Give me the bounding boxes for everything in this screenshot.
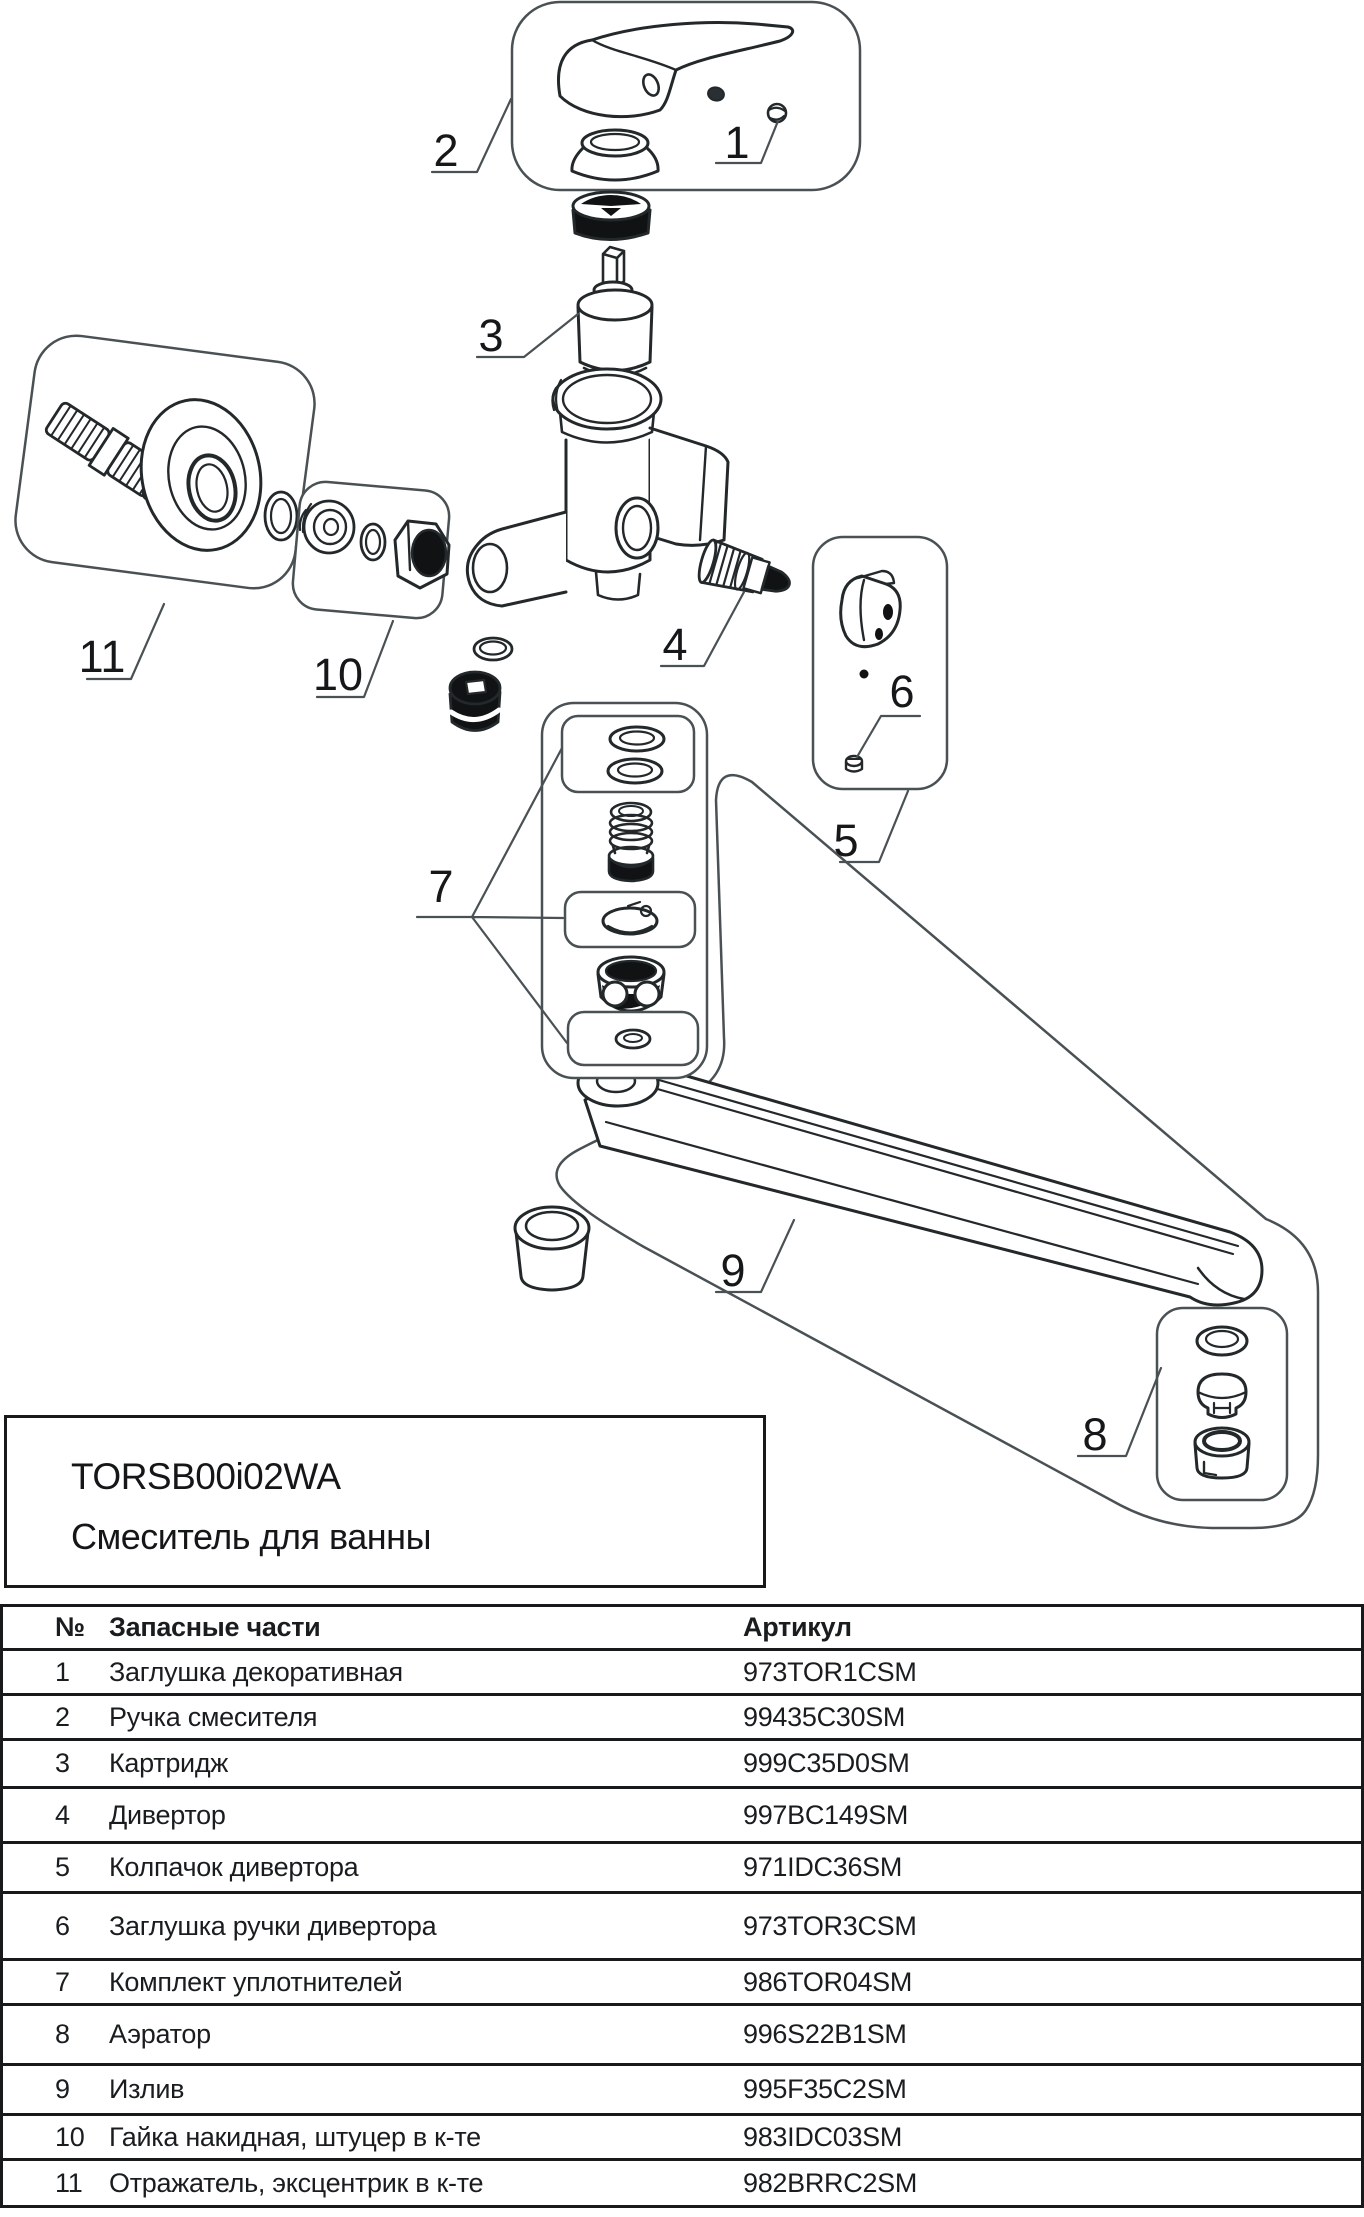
cell-num: 5 <box>55 1852 70 1882</box>
seal-kit-zone-box <box>542 703 707 1078</box>
handle-dome-base <box>572 130 658 180</box>
cell-num: 1 <box>55 1656 70 1687</box>
cell-sku: 983IDC03SM <box>743 2121 903 2152</box>
cartridge <box>578 247 652 376</box>
header-num: № <box>55 1612 85 1642</box>
callout-3: 3 <box>478 310 504 361</box>
cap-pin <box>860 670 869 679</box>
header-part: Запасные части <box>109 1612 321 1642</box>
callout-8: 8 <box>1082 1409 1108 1460</box>
title-block <box>4 1415 766 1588</box>
divertor <box>696 538 796 605</box>
callout-9: 9 <box>720 1245 746 1296</box>
callout-11: 11 <box>78 631 126 682</box>
cell-part: Дивертор <box>109 1799 226 1830</box>
cell-sku: 997BC149SM <box>743 1799 909 1830</box>
knurled-seal-ring <box>598 957 664 1011</box>
table-row <box>3 1789 1361 1844</box>
callout-4: 4 <box>662 619 688 670</box>
cell-sku: 971IDC36SM <box>743 1852 903 1882</box>
cell-sku: 973TOR1CSM <box>743 1656 917 1687</box>
callout-10: 10 <box>312 649 364 700</box>
cell-num: 3 <box>55 1748 70 1778</box>
cell-part: Заглушка декоративная <box>109 1656 403 1687</box>
cell-sku: 973TOR3CSM <box>743 1910 917 1941</box>
cell-part: Картридж <box>109 1748 229 1778</box>
table-row <box>3 1696 1361 1741</box>
cell-num: 8 <box>55 2019 70 2049</box>
table-row <box>3 2161 1361 2208</box>
body-o-ring <box>474 638 512 660</box>
cell-num: 11 <box>55 2167 83 2198</box>
table-row <box>3 1651 1361 1696</box>
table-row <box>3 1894 1361 1961</box>
cell-part: Комплект уплотнителей <box>109 1966 403 1997</box>
divertor-cap-zone-box <box>813 537 947 789</box>
cell-num: 7 <box>55 1966 70 1997</box>
cell-sku: 995F35C2SM <box>743 2074 907 2104</box>
callout-2: 2 <box>433 125 459 176</box>
cell-part: Колпачок дивертора <box>109 1852 359 1882</box>
cell-part: Ручка смесителя <box>109 1701 318 1732</box>
table-row <box>3 1844 1361 1894</box>
header-sku: Артикул <box>743 1612 852 1642</box>
cell-part: Заглушка ручки дивертора <box>109 1910 437 1941</box>
callout-5: 5 <box>833 815 859 866</box>
callout-1: 1 <box>724 117 750 168</box>
cell-part: Отражатель, эксцентрик в к-те <box>109 2167 484 2198</box>
cell-sku: 982BRRC2SM <box>743 2167 918 2198</box>
escutcheon-zone-box <box>10 331 319 594</box>
cell-num: 2 <box>55 1701 70 1732</box>
cell-sku: 996S22B1SM <box>743 2019 907 2049</box>
cell-sku: 999C35D0SM <box>743 1748 910 1778</box>
handle-screw <box>768 104 786 122</box>
table-row <box>3 2116 1361 2161</box>
callout-7: 7 <box>428 861 454 912</box>
union-nut <box>395 521 449 588</box>
cell-num: 6 <box>55 1910 70 1941</box>
cell-part: Излив <box>109 2074 185 2104</box>
table-header <box>3 1607 1361 1651</box>
cell-num: 10 <box>55 2121 85 2152</box>
product-code: TORSB00i02WA <box>71 1456 341 1497</box>
cell-num: 4 <box>55 1799 70 1830</box>
cell-sku: 99435C30SM <box>743 1701 906 1732</box>
handle-zone-box <box>512 2 860 190</box>
callout-6: 6 <box>889 666 915 717</box>
cell-part: Гайка накидная, штуцер в к-те <box>109 2121 481 2152</box>
handle-lock-ring <box>573 192 650 240</box>
spout-bushing <box>515 1207 589 1290</box>
divertor-handle-plug <box>846 756 862 772</box>
union-nut-zone-box <box>291 480 452 621</box>
table-row <box>3 1741 1361 1789</box>
check-valve-cap <box>450 672 500 731</box>
cell-part: Аэратор <box>109 2019 211 2049</box>
divertor-cap <box>841 571 901 647</box>
table-row <box>3 2066 1361 2116</box>
table-row <box>3 2006 1361 2066</box>
aerator-ring-nut <box>1195 1428 1249 1478</box>
faucet-body <box>467 369 728 606</box>
table-row <box>3 1961 1361 2006</box>
parts-table <box>0 1604 1364 2208</box>
cell-sku: 986TOR04SM <box>743 1966 913 1997</box>
product-name: Смеситель для ванны <box>71 1516 431 1557</box>
cell-num: 9 <box>55 2074 70 2104</box>
aerator-zone-box <box>1157 1308 1287 1500</box>
